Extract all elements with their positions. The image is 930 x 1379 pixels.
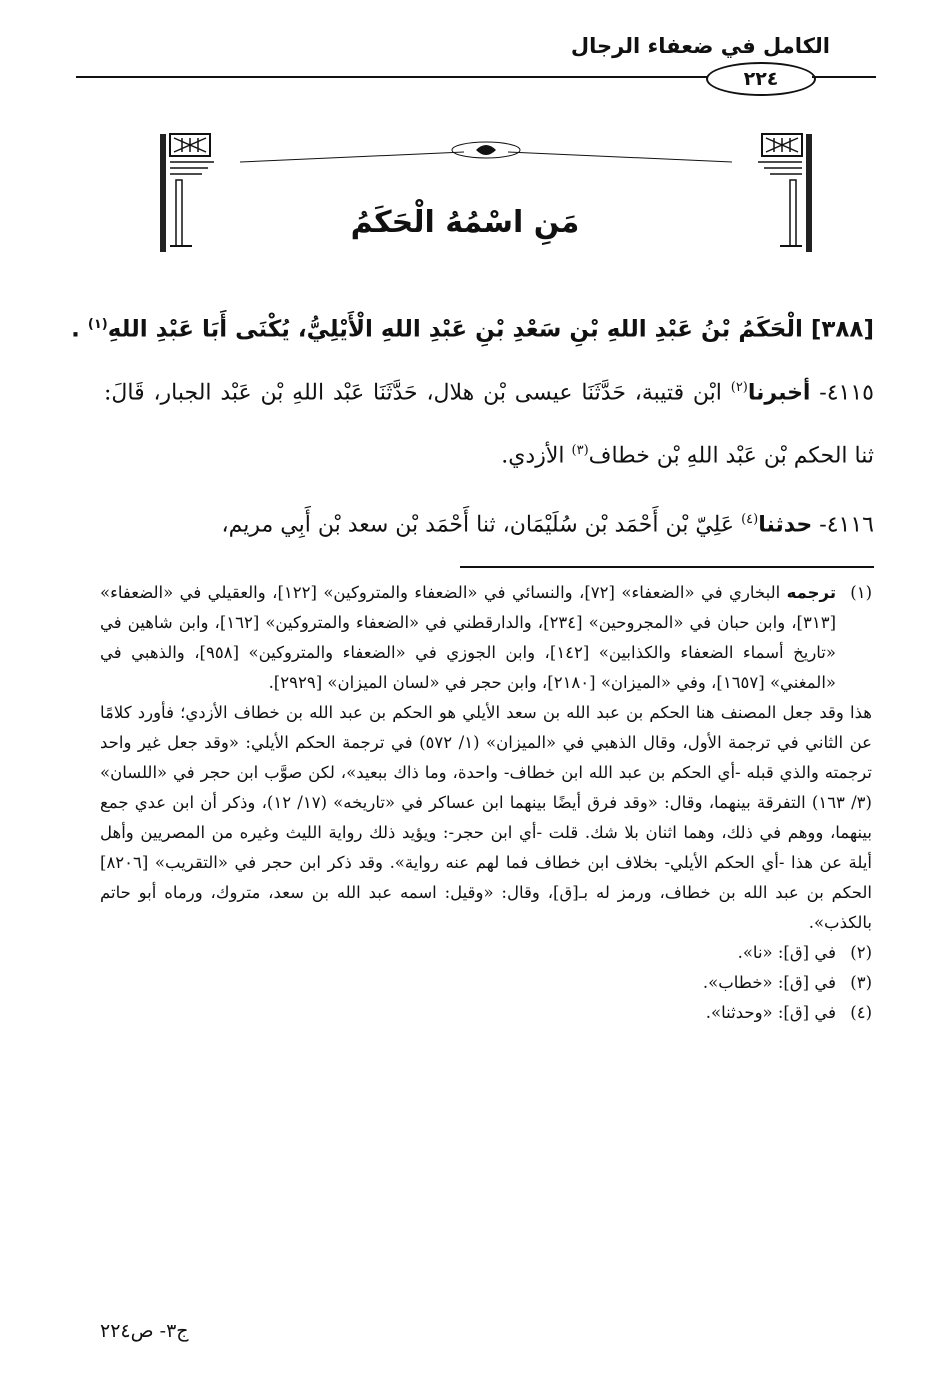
- footnote-number: (٤): [850, 1003, 872, 1022]
- narration-text-end: الأزدي.: [501, 443, 565, 469]
- entry-text: [٣٨٨] الْحَكَمُ بْنُ عَبْدِ اللهِ بْنِ سَعْدِ بْنِ عَبْدِ اللهِ الْأَيْلِيُّ، يُكْنَى أَبَا عَبْدِ اللهِ: [107, 316, 874, 343]
- footnote-1-continuation: هذا وقد جعل المصنف هنا الحكم بن عبد الله بن سعد الأيلي هو الحكم بن عبد الله بن خطاف الأزدي؛ فأورد كلامًا عن الثاني في ترجمة الأول، وقال الذهبي في «الميزان» (١/ ٥٧٢) في ترجمة الحكم الأيلي: «وقد جعل غير واحد ترجمته والذي قبله -أي الحكم بن عبد الله ابن خطاف- واحدة، وما ذاك ببعيد»، لكن صوَّب ابن حجر في «اللسان» (٣/ ١٦٣) التفرقة بينهما، وقال: «وقد فرق أيضًا بينهما ابن عساكر في «تاريخه» (١٧/ ١٢)، وذكر أن ابن عدي جمع بينهما، ووهم في ذلك، وهما اثنان بلا شك. قلت -أي ابن حجر-: ويؤيد ذلك رواية الليث وغيره من المصريين وأهل أيلة عن هذا -أي الحكم الأيلي- بخلاف ابن خطاف فما لهم عنه رواية». وقد ذكر ابن حجر في «التقريب» [٨٢٠٦] الحكم بن عبد الله بن خطاف، ورمز له بـ[ق]، وقال: «وقيل: اسمه عبد الله بن سعد، متروك، ورماه أبو حاتم بالكذب».: [100, 703, 873, 932]
- footnote-body: البخاري في «الضعفاء» [٧٢]، والنسائي في «الضعفاء والمتروكين» [١٢٢]، والعقيلي في «الضعفاء» [٣١٣]، وابن حبان في «المجروحين» [٢٣٤]، والدارقطني في «الضعفاء والمتروكين» [١٦٢]، وابن شاهين في «تاريخ أسماء الضعفاء والكذابين» [١٤٢]، وابن الجوزي في «الضعفاء والمتروكين» [٩٥٨]، والذهبي في «المغني» [١٦٥٧]، وفي «الميزان» [٢١٨٠]، وابن حجر في «لسان الميزان» [٢٩٢٩].: [100, 583, 836, 692]
- header-rule-right: [812, 76, 876, 78]
- volume-page-footer: ج٣- ص٢٢٤: [100, 1320, 189, 1342]
- page-number: ٢٢٤: [706, 62, 816, 96]
- entry-heading: [71, 296, 874, 359]
- narration-number: ٤١١٥-: [819, 379, 874, 405]
- narration-4115: [104, 359, 874, 486]
- center-ornament-icon: [476, 145, 496, 155]
- running-title: الكامل في ضعفاء الرجال: [570, 34, 830, 58]
- footnotes: [100, 578, 872, 1028]
- footnote-ref-1: (١): [87, 317, 108, 332]
- narration-keyword: أخبرنا: [747, 379, 811, 405]
- footnote-4: [100, 998, 872, 1028]
- main-body: [71, 296, 874, 555]
- footnote-ref-4: (٤): [741, 512, 759, 528]
- footnote-1: [100, 578, 872, 698]
- footnote-ref-3: (٣): [571, 442, 589, 458]
- footnote-number: (٣): [850, 973, 872, 992]
- footnote-lead: ترجمه: [786, 583, 837, 602]
- footnote-number: (٢): [850, 943, 872, 962]
- narration-keyword: حدثنا: [758, 512, 813, 538]
- footnote-text: في [ق]: «وحدثنا».: [705, 1003, 836, 1022]
- narration-text: عَلِيّ بْن أَحْمَد بْن سُلَيْمَان، ثنا أَحْمَد بْن سعد بْن أَبِي مريم،: [221, 512, 735, 538]
- chapter-heading: مَنِ اسْمُهُ الْحَكَمُ: [350, 205, 580, 240]
- narration-number: ٤١١٦-: [819, 512, 874, 538]
- footnote-text: في [ق]: «نا».: [737, 943, 836, 962]
- footnote-2: [100, 938, 872, 968]
- footnote-text: [100, 578, 836, 698]
- footnote-3: [100, 968, 872, 998]
- narration-text: ابْن قتيبة، حَدَّثَنَا عيسى بْن هلال، حَدَّثَنَا عَبْد اللهِ بْن عَبْد الجبار، قَالَ: ثنا الحكم بْن عَبْد اللهِ بْن خطاف: [104, 379, 874, 469]
- header-rule: [76, 76, 772, 78]
- entry-end: .: [71, 316, 80, 343]
- footnote-text: في [ق]: «خطاب».: [702, 973, 836, 992]
- footnote-number: (١): [850, 583, 872, 602]
- footnote-separator: [460, 566, 874, 568]
- footnote-ref-2: (٢): [730, 379, 748, 395]
- narration-4116: [104, 491, 874, 554]
